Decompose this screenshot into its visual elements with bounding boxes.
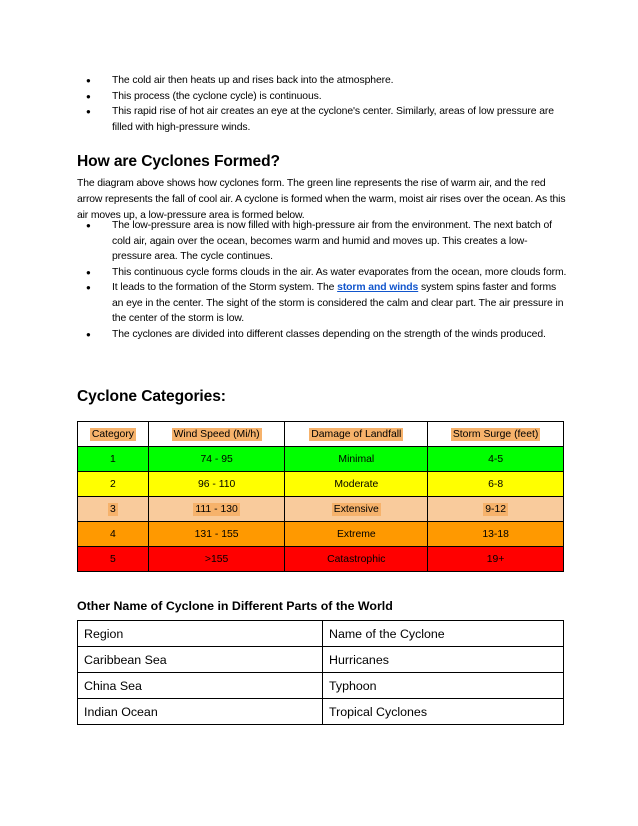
regions-heading: Other Name of Cyclone in Different Parts of the World [77,599,393,613]
table-cell: Hurricanes [323,647,564,673]
table-header-row [78,422,564,447]
table-cell: Region [78,621,323,647]
list-item: ● This process (the cyclone cycle) is continuous. [77,89,567,105]
top-bullet-list [77,73,567,135]
table-row [78,547,564,572]
table-cell: 19+ [428,547,564,572]
table-cell: Indian Ocean [78,699,323,725]
table-row [78,522,564,547]
header-cell: Category [78,422,149,447]
storm-text-suffix: system spins faster and forms an eye in the center. The sight of the storm is considered the calm and clear part. The air pressure in the center of the storm is low. [112,282,564,324]
table-row [78,647,564,673]
list-item: ● The low-pressure area is now filled with high-pressure air from the environment. The next batch of cold air, again over the ocean, becomes warm and humid and moves up. This creates a low-pressure area. The cycle continues. [77,218,567,265]
table-cell: Minimal [285,447,428,472]
list-item: ● The cyclones are divided into different classes depending on the strength of the winds produced. [77,327,567,343]
table-cell: Catastrophic [285,547,428,572]
formed-paragraph: The diagram above shows how cyclones form. The green line represents the rise of warm air, and the red arrow represents the fall of cool air. A cyclone is formed when the warm, moist air rises over the ocean. As this air moves up, a low-pressure area is formed below. [77,178,566,221]
table-cell: Typhoon [323,673,564,699]
cyclone-regions-table [77,620,564,725]
table-cell: Moderate [285,472,428,497]
table-row [78,497,564,522]
table-row [78,673,564,699]
table-cell: >155 [148,547,285,572]
table-row [78,699,564,725]
table-cell: 96 - 110 [148,472,285,497]
table-cell: 3 [78,497,149,522]
storm-and-winds-link[interactable]: storm and winds [337,282,419,293]
list-item: ● This rapid rise of hot air creates an eye at the cyclone's center. Similarly, areas of low pressure are filled with high-pressure winds. [77,104,567,135]
formed-bullet-list [77,218,567,342]
table-row [78,472,564,497]
table-row [78,621,564,647]
table-cell: Extensive [285,497,428,522]
table-cell: 4 [78,522,149,547]
table-cell: 2 [78,472,149,497]
table-cell: Tropical Cyclones [323,699,564,725]
table-row [78,447,564,472]
table-cell: China Sea [78,673,323,699]
list-item: ● This continuous cycle forms clouds in the air. As water evaporates from the ocean, more clouds form. [77,265,567,281]
table-cell: 74 - 95 [148,447,285,472]
table-cell: Extreme [285,522,428,547]
header-cell: Wind Speed (Mi/h) [148,422,285,447]
table-cell: 6-8 [428,472,564,497]
table-cell: 13-18 [428,522,564,547]
table-cell: 5 [78,547,149,572]
table-cell: 9-12 [428,497,564,522]
cyclone-categories-table [77,421,564,572]
list-item [77,280,567,327]
table-cell: Caribbean Sea [78,647,323,673]
categories-heading: Cyclone Categories: [77,388,226,405]
table-cell: 4-5 [428,447,564,472]
list-item: ● The cold air then heats up and rises back into the atmosphere. [77,73,567,89]
table-cell: Name of the Cyclone [323,621,564,647]
header-cell: Storm Surge (feet) [428,422,564,447]
formed-heading: How are Cyclones Formed? [77,153,280,170]
table-cell: 131 - 155 [148,522,285,547]
table-cell: 1 [78,447,149,472]
table-cell: 111 - 130 [148,497,285,522]
storm-text-prefix: It leads to the formation of the Storm system. The [112,282,338,293]
header-cell: Damage of Landfall [285,422,428,447]
